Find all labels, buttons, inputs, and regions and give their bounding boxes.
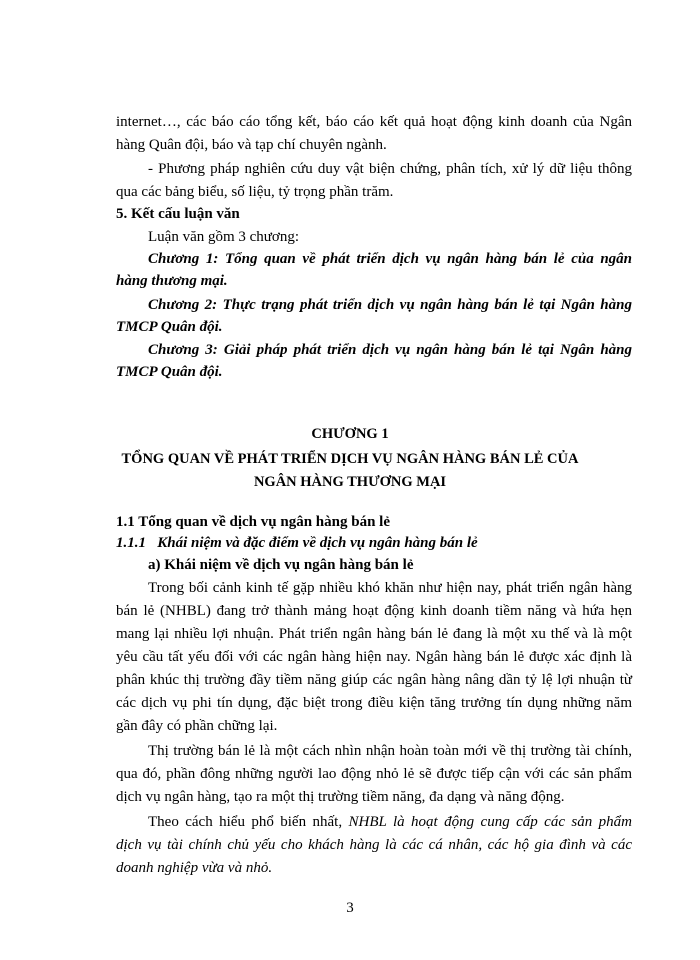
chapter-number: CHƯƠNG 1 <box>311 426 389 442</box>
section-heading: 5. Kết cấu luận văn <box>116 206 240 222</box>
definition-text: dịch vụ tài chính chủ yếu cho khách hàng là các cá nhân, các hộ gia đình và các <box>116 837 632 853</box>
paragraph-line: hàng Quân đội, báo và tạp chí chuyên ngành. <box>116 137 387 153</box>
paragraph-line <box>148 812 632 832</box>
subsection-heading: 1.1.1 Khái niệm và đặc điểm về dịch vụ ngân hàng bán lẻ <box>116 535 478 551</box>
definition-text: doanh nghiệp vừa và nhỏ. <box>116 860 273 876</box>
chapter-title: NGÂN HÀNG THƯƠNG MẠI <box>253 474 447 490</box>
paragraph-line: mang lại nhiều lợi nhuận. Phát triển ngân hàng bán lẻ đang là một xu thế và là một <box>116 626 632 642</box>
chapter-list-item: hàng thương mại. <box>116 273 228 289</box>
paragraph-text: Theo cách hiểu phổ biến nhất, <box>148 814 349 830</box>
paragraph-line: yêu cầu tất yếu đối với các ngân hàng hiện nay. Ngân hàng bán lẻ được xác định là <box>116 649 632 665</box>
paragraph-line: gần đây có phần chững lại. <box>116 718 278 734</box>
paragraph-line: dịch vụ ngân hàng, tạo ra một thị trường tiềm năng, đa dạng và năng động. <box>116 789 565 805</box>
paragraph-line: Trong bối cảnh kinh tế gặp nhiều khó khăn như hiện nay, phát triển ngân hàng <box>148 580 632 596</box>
chapter-list-item: TMCP Quân đội. <box>116 364 223 380</box>
paragraph-line: Luận văn gồm 3 chương: <box>148 229 300 245</box>
paragraph-line: bán lẻ (NHBL) đang trở thành mảng hoạt động kinh doanh tiềm năng và hứa hẹn <box>116 603 632 619</box>
paragraph-line: - Phương pháp nghiên cứu duy vật biện chứng, phân tích, xử lý dữ liệu thông <box>148 161 632 177</box>
chapter-list-item: Chương 1: Tổng quan về phát triển dịch vụ ngân hàng bán lẻ của ngân <box>148 251 632 267</box>
section-heading: 1.1 Tổng quan về dịch vụ ngân hàng bán lẻ <box>116 514 390 530</box>
paragraph-line: Thị trường bán lẻ là một cách nhìn nhận hoàn toàn mới về thị trường tài chính, <box>148 743 632 759</box>
definition-text: NHBL là hoạt động cung cấp các sản phẩm <box>348 814 632 830</box>
paragraph-line: qua đó, phần đông những người lao động nhỏ lẻ sẽ được tiếp cận với các sản phẩm <box>116 766 632 782</box>
paragraph-line: qua các bảng biểu, số liệu, tỷ trọng phần trăm. <box>116 184 394 200</box>
page-number: 3 <box>346 900 354 916</box>
paragraph-line: phân khúc thị trường đầy tiềm năng giúp các ngân hàng nâng dần tỷ lệ lợi nhuận từ <box>116 672 632 688</box>
paragraph-line: các dịch vụ phi tín dụng, đặc biệt trong điều kiện tăng trưởng tín dụng những năm <box>116 695 632 711</box>
chapter-list-item: Chương 2: Thực trạng phát triển dịch vụ ngân hàng bán lẻ tại Ngân hàng <box>148 297 632 313</box>
chapter-list-item: TMCP Quân đội. <box>116 319 223 335</box>
subsection-heading: a) Khái niệm về dịch vụ ngân hàng bán lẻ <box>148 557 414 573</box>
chapter-title: TỔNG QUAN VỀ PHÁT TRIỂN DỊCH VỤ NGÂN HÀNG BÁN LẺ CỦA <box>121 451 579 467</box>
paragraph-line: internet…, các báo cáo tổng kết, báo cáo kết quả hoạt động kinh doanh của Ngân <box>116 114 632 130</box>
chapter-list-item: Chương 3: Giải pháp phát triển dịch vụ ngân hàng bán lẻ tại Ngân hàng <box>148 342 632 358</box>
